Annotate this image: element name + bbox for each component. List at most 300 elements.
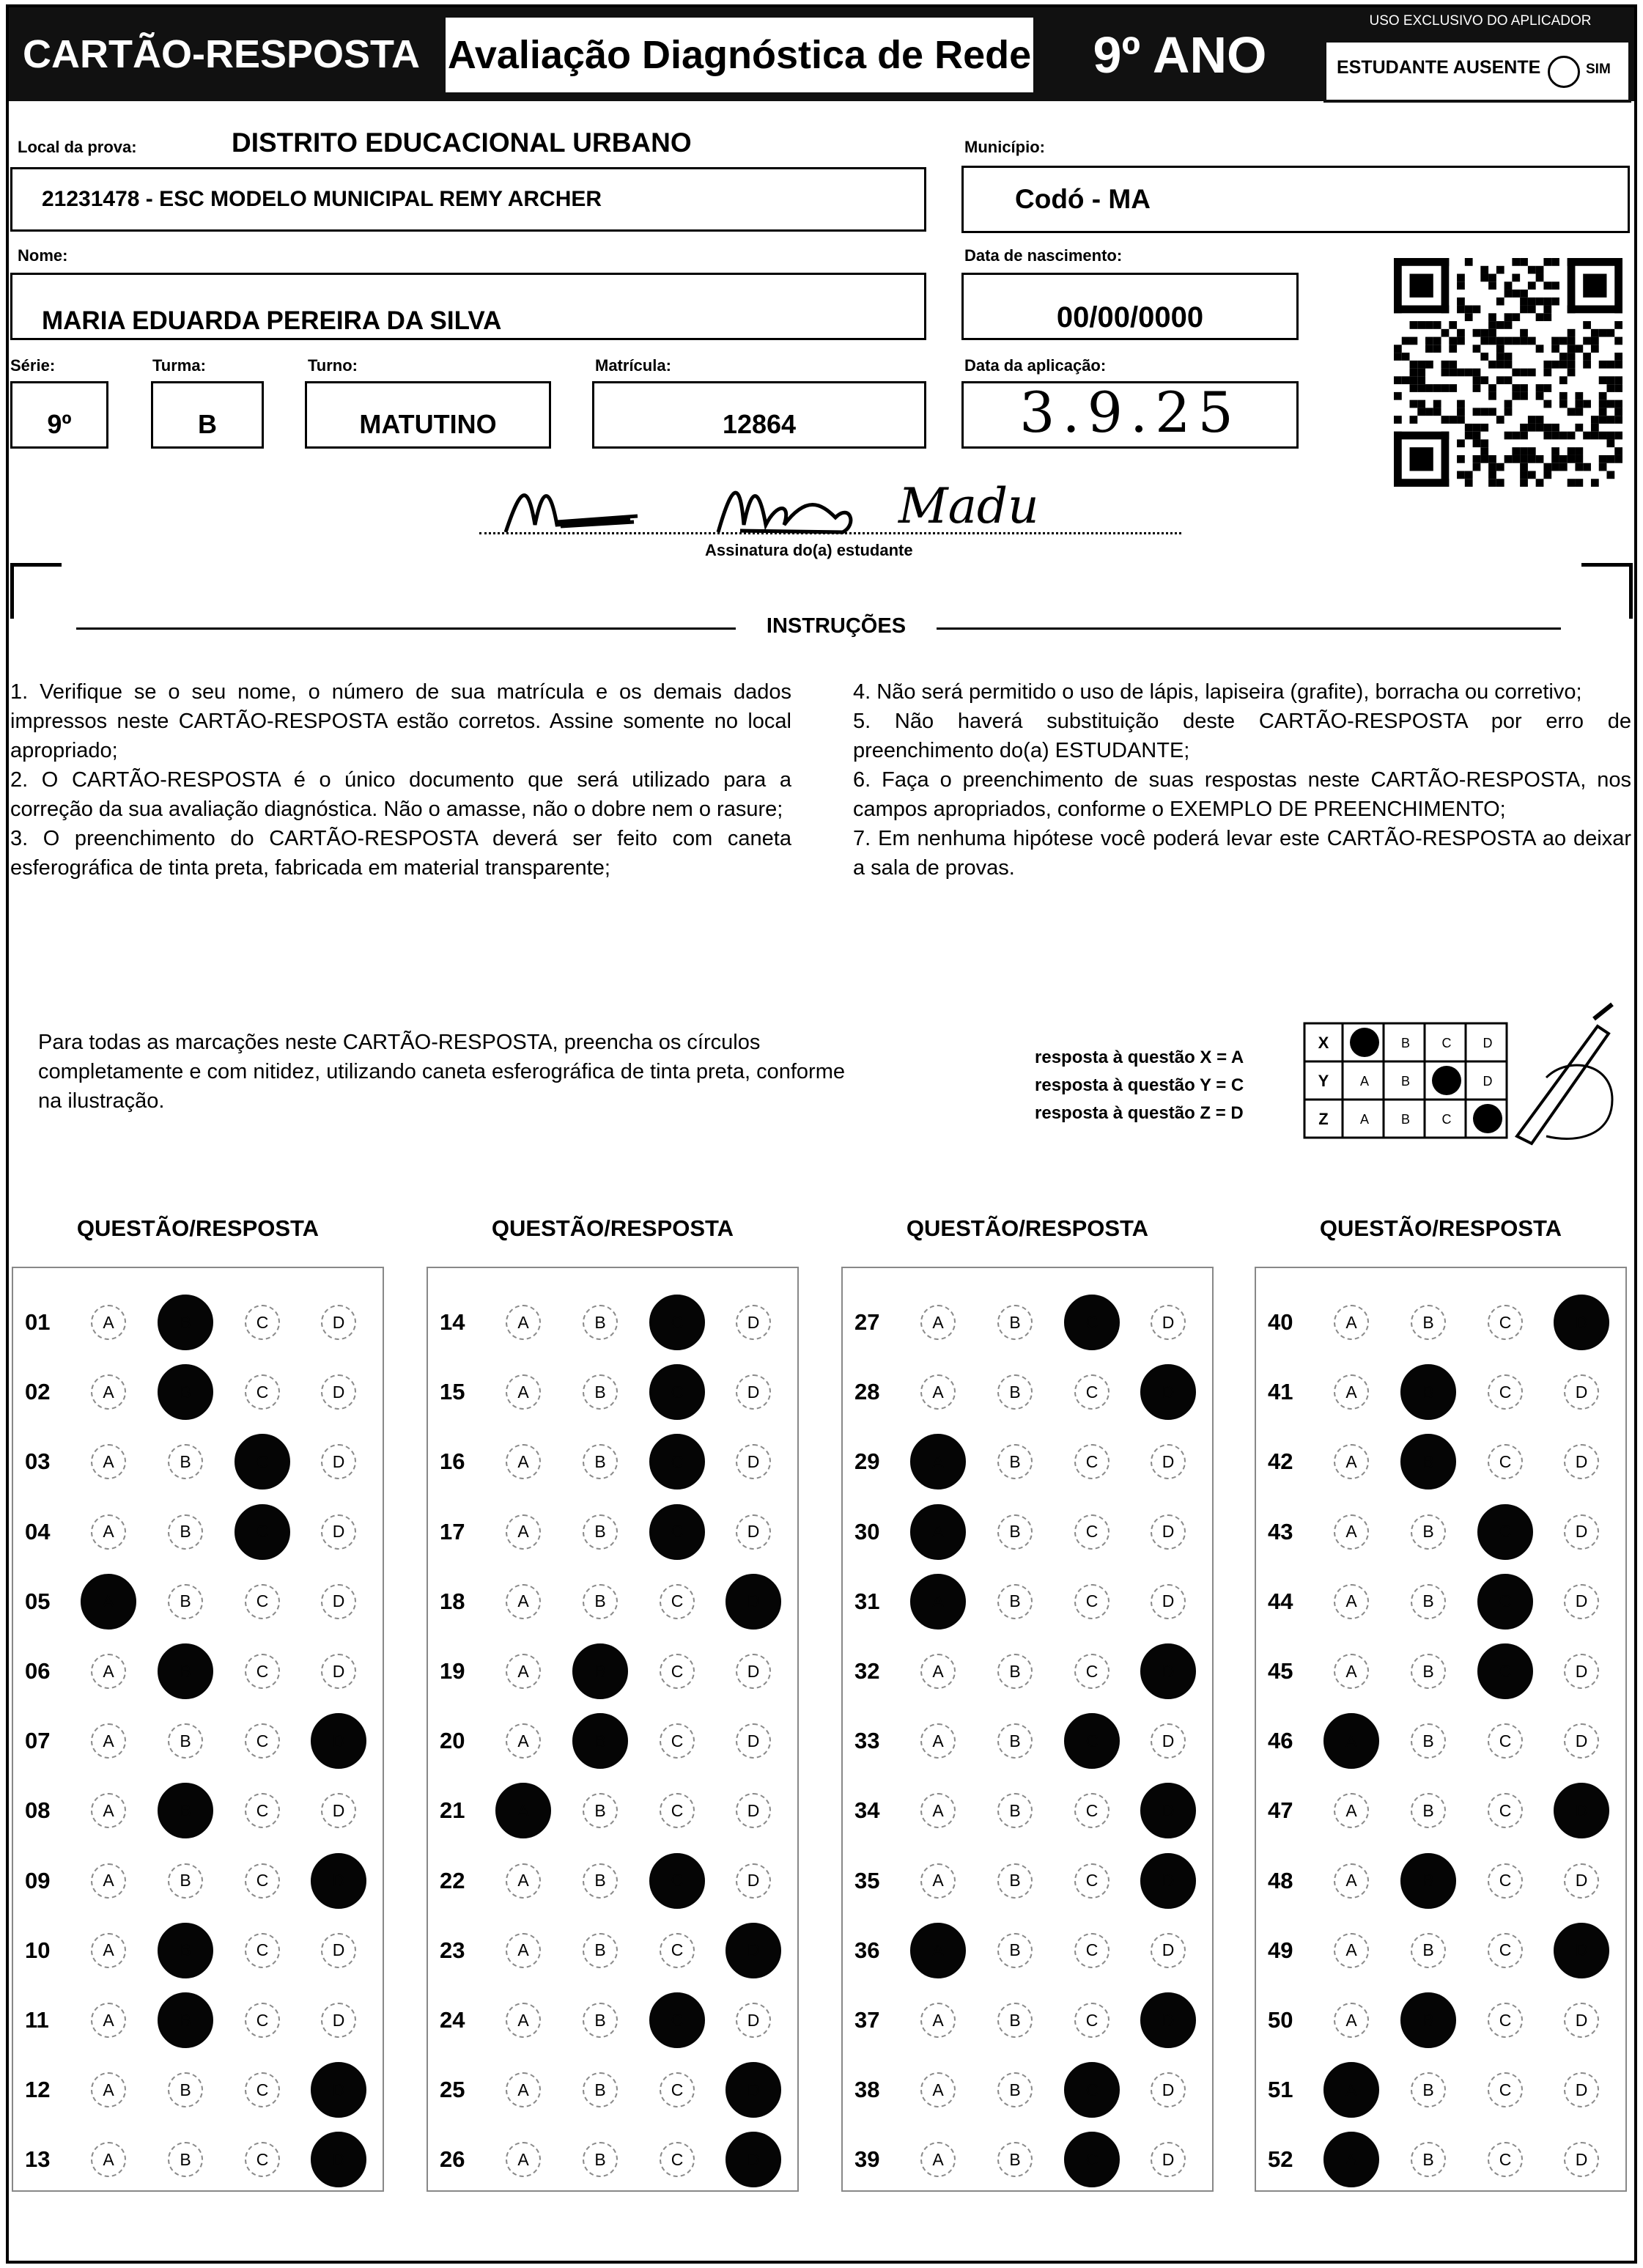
qr-module bbox=[1614, 361, 1622, 369]
answer-row bbox=[13, 1781, 383, 1840]
qr-module bbox=[1457, 274, 1465, 282]
qr-module bbox=[1402, 353, 1410, 361]
answer-bubble-c[interactable]: C bbox=[1488, 2142, 1523, 2177]
answer-bubble-a[interactable]: A bbox=[1334, 1305, 1369, 1340]
answer-bubble-a[interactable]: A bbox=[910, 1574, 966, 1630]
answer-bubble-b[interactable]: B bbox=[158, 1992, 213, 2048]
instruction-1: 1. Verifique se o seu nome, o número de sua matrícula e os demais dados impressos neste CARTÃO-RESPOSTA estão corretos. Assine somente no local apropriado; bbox=[10, 680, 791, 762]
answer-bubble-d[interactable]: D bbox=[736, 1793, 771, 1828]
answer-bubble-a[interactable]: A bbox=[91, 1793, 126, 1828]
answer-bubble-c[interactable]: C bbox=[1488, 1793, 1523, 1828]
question-number: 23 bbox=[440, 1937, 465, 1963]
answer-bubble-c[interactable]: C bbox=[245, 1933, 280, 1968]
answer-bubble-a[interactable]: A bbox=[1334, 1374, 1369, 1410]
question-number: 28 bbox=[854, 1379, 880, 1405]
answer-bubble-c[interactable]: C bbox=[235, 1434, 290, 1490]
answer-bubble-a[interactable]: A bbox=[1334, 1933, 1369, 1968]
municipio-label: Município: bbox=[964, 138, 1045, 156]
answer-bubble-b[interactable]: B bbox=[1411, 1654, 1446, 1689]
answer-bubble-c[interactable]: C bbox=[1074, 1514, 1110, 1550]
answer-bubble-d[interactable]: D bbox=[1140, 1364, 1196, 1420]
answer-bubble-a[interactable]: A bbox=[506, 1584, 541, 1619]
answer-bubble-c[interactable]: C bbox=[649, 1853, 705, 1909]
answer-bubble-a[interactable]: A bbox=[920, 1374, 956, 1410]
qr-module bbox=[1425, 384, 1433, 392]
instruction-5: 5. Não haverá substituição deste CARTÃO-RESPOSTA por erro de preenchimento do(a) ESTUDANTE; bbox=[853, 710, 1631, 762]
qr-module bbox=[1512, 258, 1520, 266]
answer-bubble-b[interactable]: B bbox=[997, 2072, 1033, 2107]
qr-module bbox=[1559, 337, 1568, 345]
answer-bubble-a[interactable]: A bbox=[91, 1723, 126, 1759]
qr-module bbox=[1614, 416, 1622, 424]
answer-bubble-a[interactable]: A bbox=[91, 1374, 126, 1410]
answer-bubble-c[interactable]: C bbox=[245, 1374, 280, 1410]
answer-bubble-d[interactable]: D bbox=[1554, 1923, 1609, 1978]
answer-bubble-d[interactable]: D bbox=[321, 1374, 356, 1410]
matricula-field bbox=[592, 381, 926, 449]
answer-bubble-c[interactable]: C bbox=[649, 1992, 705, 2048]
qr-module bbox=[1568, 479, 1576, 487]
qr-module bbox=[1473, 384, 1481, 392]
answer-bubble-c[interactable]: C bbox=[649, 1434, 705, 1490]
instructions-title: INSTRUÇÕES bbox=[766, 614, 907, 638]
answer-bubble-b[interactable]: B bbox=[572, 1713, 628, 1769]
answer-bubble-d[interactable]: D bbox=[1564, 1444, 1599, 1479]
nascimento-value: 00/00/0000 bbox=[1056, 301, 1204, 334]
answer-bubble-a[interactable]: A bbox=[920, 1305, 956, 1340]
answer-bubble-a[interactable]: A bbox=[910, 1923, 966, 1978]
qr-module bbox=[1543, 463, 1551, 471]
answer-bubble-c[interactable]: C bbox=[1074, 1863, 1110, 1899]
qr-module bbox=[1536, 274, 1544, 282]
answer-bubble-a[interactable]: A bbox=[506, 1654, 541, 1689]
absent-bubble[interactable] bbox=[1548, 56, 1580, 88]
answer-bubble-c[interactable]: C bbox=[235, 1504, 290, 1560]
qr-module bbox=[1457, 329, 1465, 337]
answer-bubble-d[interactable]: D bbox=[1151, 1723, 1186, 1759]
answer-bubble-c[interactable]: C bbox=[1477, 1504, 1533, 1560]
answer-bubble-d[interactable]: D bbox=[736, 2003, 771, 2038]
answer-row bbox=[843, 1363, 1212, 1421]
answer-bubble-a[interactable]: A bbox=[91, 1514, 126, 1550]
answer-bubble-c[interactable]: C bbox=[245, 1654, 280, 1689]
answer-row bbox=[13, 1642, 383, 1701]
qr-module bbox=[1551, 345, 1559, 353]
qr-module bbox=[1583, 400, 1591, 408]
answer-bubble-a[interactable]: A bbox=[1334, 1863, 1369, 1899]
answer-bubble-a[interactable]: A bbox=[495, 1783, 551, 1838]
answer-bubble-d[interactable]: D bbox=[311, 2062, 366, 2118]
answer-bubble-c[interactable]: C bbox=[660, 1654, 695, 1689]
answer-bubble-d[interactable]: D bbox=[321, 1654, 356, 1689]
answer-bubble-a[interactable]: A bbox=[1334, 2003, 1369, 2038]
answer-bubble-c[interactable]: C bbox=[245, 2072, 280, 2107]
answer-bubble-a[interactable]: A bbox=[910, 1504, 966, 1560]
qr-module bbox=[1473, 424, 1481, 432]
answer-bubble-c[interactable]: C bbox=[1064, 2132, 1120, 2187]
answer-bubble-c[interactable]: C bbox=[649, 1364, 705, 1420]
answer-bubble-b[interactable]: B bbox=[997, 2003, 1033, 2038]
qr-module bbox=[1591, 479, 1599, 487]
answer-bubble-c[interactable]: C bbox=[1477, 1574, 1533, 1630]
answer-bubble-b[interactable]: B bbox=[997, 1723, 1033, 1759]
answer-bubble-d[interactable]: D bbox=[725, 1574, 781, 1630]
answer-bubble-a[interactable]: A bbox=[506, 1444, 541, 1479]
answer-row bbox=[428, 1712, 797, 1770]
answer-bubble-d[interactable]: D bbox=[725, 1923, 781, 1978]
answer-bubble-d[interactable]: D bbox=[736, 1654, 771, 1689]
answer-bubble-a[interactable]: A bbox=[91, 1654, 126, 1689]
answer-bubble-d[interactable]: D bbox=[1151, 2142, 1186, 2177]
answer-bubble-c[interactable]: C bbox=[1477, 1643, 1533, 1699]
question-number: 42 bbox=[1268, 1448, 1293, 1475]
qr-module bbox=[1606, 439, 1614, 447]
answer-bubble-b[interactable]: B bbox=[583, 1514, 618, 1550]
answer-bubble-a[interactable]: A bbox=[910, 1434, 966, 1490]
answer-bubble-a[interactable]: A bbox=[506, 2072, 541, 2107]
answer-bubble-c[interactable]: C bbox=[1064, 1713, 1120, 1769]
answer-bubble-d[interactable]: D bbox=[321, 1305, 356, 1340]
answer-bubble-c[interactable]: C bbox=[245, 2003, 280, 2038]
question-number: 27 bbox=[854, 1309, 880, 1335]
answer-row bbox=[1256, 1852, 1625, 1910]
answer-bubble-c[interactable]: C bbox=[1488, 2003, 1523, 2038]
answer-bubble-d[interactable]: D bbox=[1151, 1514, 1186, 1550]
answer-bubble-b[interactable]: B bbox=[158, 1295, 213, 1350]
answer-bubble-b[interactable]: B bbox=[1411, 1305, 1446, 1340]
answer-bubble-c[interactable]: C bbox=[245, 1305, 280, 1340]
answer-bubble-c[interactable]: C bbox=[1074, 2003, 1110, 2038]
answer-bubble-a[interactable]: A bbox=[1334, 1793, 1369, 1828]
answer-bubble-d[interactable]: D bbox=[1554, 1783, 1609, 1838]
answer-bubble-a[interactable]: A bbox=[1323, 2062, 1379, 2118]
answer-bubble-d[interactable]: D bbox=[1564, 1584, 1599, 1619]
question-number: 12 bbox=[25, 2077, 51, 2103]
answer-bubble-c[interactable]: C bbox=[245, 1863, 280, 1899]
answer-bubble-b[interactable]: B bbox=[583, 1584, 618, 1619]
answer-bubble-d[interactable]: D bbox=[321, 1444, 356, 1479]
answer-bubble-b[interactable]: B bbox=[997, 1654, 1033, 1689]
question-number: 21 bbox=[440, 1797, 465, 1824]
qr-module bbox=[1528, 306, 1536, 314]
qr-module bbox=[1457, 455, 1465, 463]
qr-module bbox=[1496, 463, 1504, 471]
answer-bubble-d[interactable]: D bbox=[736, 1863, 771, 1899]
answer-bubble-a[interactable]: A bbox=[506, 1374, 541, 1410]
answer-bubble-a[interactable]: A bbox=[920, 2142, 956, 2177]
answer-bubble-b[interactable]: B bbox=[583, 2142, 618, 2177]
answer-bubble-a[interactable]: A bbox=[506, 1863, 541, 1899]
qr-module bbox=[1410, 400, 1418, 408]
answer-bubble-a[interactable]: A bbox=[1334, 1514, 1369, 1550]
answer-bubble-b[interactable]: B bbox=[583, 1444, 618, 1479]
qr-finder bbox=[1568, 258, 1622, 266]
answer-bubble-c[interactable]: C bbox=[1074, 1444, 1110, 1479]
answer-bubble-b[interactable]: B bbox=[168, 1444, 203, 1479]
answer-column bbox=[1255, 1267, 1627, 2192]
qr-module bbox=[1614, 447, 1622, 455]
municipio-value: Codó - MA bbox=[1015, 184, 1151, 214]
answer-bubble-d[interactable]: D bbox=[1554, 1295, 1609, 1350]
answer-bubble-b[interactable]: B bbox=[1411, 1584, 1446, 1619]
answer-bubble-b[interactable]: B bbox=[1411, 1933, 1446, 1968]
qr-module bbox=[1520, 290, 1528, 298]
answer-bubble-a[interactable]: A bbox=[1334, 1654, 1369, 1689]
answer-bubble-d[interactable]: D bbox=[1151, 2072, 1186, 2107]
answer-bubble-c[interactable]: C bbox=[660, 1933, 695, 1968]
qr-module bbox=[1599, 329, 1607, 337]
qr-module bbox=[1504, 321, 1513, 329]
question-number: 29 bbox=[854, 1448, 880, 1475]
answer-row bbox=[843, 1293, 1212, 1352]
qr-module bbox=[1551, 281, 1559, 290]
answer-bubble-c[interactable]: C bbox=[245, 1793, 280, 1828]
answer-bubble-c[interactable]: C bbox=[1488, 1374, 1523, 1410]
answer-bubble-b[interactable]: B bbox=[1400, 1364, 1456, 1420]
answer-bubble-b[interactable]: B bbox=[1400, 1434, 1456, 1490]
answer-bubble-a[interactable]: A bbox=[91, 2142, 126, 2177]
answer-bubble-b[interactable]: B bbox=[572, 1643, 628, 1699]
answer-bubble-d[interactable]: D bbox=[725, 2062, 781, 2118]
answer-bubble-c[interactable]: C bbox=[1488, 1444, 1523, 1479]
answer-bubble-d[interactable]: D bbox=[321, 1793, 356, 1828]
answer-bubble-c[interactable]: C bbox=[1488, 1933, 1523, 1968]
answer-bubble-c[interactable]: C bbox=[245, 1584, 280, 1619]
qr-module bbox=[1457, 400, 1465, 408]
qr-module bbox=[1599, 400, 1607, 408]
qr-module bbox=[1583, 353, 1591, 361]
answer-bubble-d[interactable]: D bbox=[1151, 1444, 1186, 1479]
answer-bubble-a[interactable]: A bbox=[506, 2142, 541, 2177]
qr-module bbox=[1536, 416, 1544, 424]
qr-module bbox=[1433, 321, 1441, 329]
turma-label: Turma: bbox=[152, 356, 206, 375]
answer-bubble-a[interactable]: A bbox=[920, 1793, 956, 1828]
answer-bubble-d[interactable]: D bbox=[311, 1853, 366, 1909]
answer-bubble-b[interactable]: B bbox=[168, 1584, 203, 1619]
example-lines bbox=[1035, 1044, 1299, 1127]
qr-finder bbox=[1394, 432, 1449, 440]
qr-module bbox=[1520, 455, 1528, 463]
answer-bubble-d[interactable]: D bbox=[1140, 1853, 1196, 1909]
answer-bubble-d[interactable]: D bbox=[321, 2003, 356, 2038]
answer-bubble-d[interactable]: D bbox=[1564, 1863, 1599, 1899]
answer-bubble-c[interactable]: C bbox=[660, 2072, 695, 2107]
qr-module bbox=[1583, 321, 1591, 329]
qr-module bbox=[1465, 306, 1473, 314]
qr-module bbox=[1512, 432, 1520, 440]
answer-bubble-d[interactable]: D bbox=[321, 1933, 356, 1968]
qr-module bbox=[1488, 329, 1496, 337]
qr-module bbox=[1496, 376, 1504, 384]
answer-bubble-d[interactable]: D bbox=[1564, 2072, 1599, 2107]
answer-bubble-a[interactable]: A bbox=[506, 1723, 541, 1759]
qr-module bbox=[1457, 298, 1465, 306]
answer-bubble-b[interactable]: B bbox=[168, 1723, 203, 1759]
qr-module bbox=[1614, 337, 1622, 345]
answer-bubble-d[interactable]: D bbox=[1564, 1723, 1599, 1759]
answer-bubble-a[interactable]: A bbox=[920, 1654, 956, 1689]
answer-bubble-d[interactable]: D bbox=[1140, 1643, 1196, 1699]
nome-field bbox=[10, 273, 926, 340]
answer-bubble-b[interactable]: B bbox=[1411, 1793, 1446, 1828]
answer-row bbox=[843, 2130, 1212, 2189]
answer-row bbox=[843, 1712, 1212, 1770]
qr-module bbox=[1410, 376, 1418, 384]
qr-module bbox=[1551, 337, 1559, 345]
answer-bubble-b[interactable]: B bbox=[583, 1793, 618, 1828]
answer-bubble-c[interactable]: C bbox=[1074, 1933, 1110, 1968]
answer-bubble-d[interactable]: D bbox=[736, 1374, 771, 1410]
answer-bubble-c[interactable]: C bbox=[245, 2142, 280, 2177]
answer-bubble-d[interactable]: D bbox=[736, 1514, 771, 1550]
answer-bubble-c[interactable]: C bbox=[1064, 1295, 1120, 1350]
answer-bubble-b[interactable]: B bbox=[1400, 1853, 1456, 1909]
answer-bubble-b[interactable]: B bbox=[158, 1364, 213, 1420]
answer-row bbox=[13, 1852, 383, 1910]
answer-bubble-a[interactable]: A bbox=[91, 2072, 126, 2107]
answer-bubble-c[interactable]: C bbox=[1074, 1793, 1110, 1828]
answer-bubble-b[interactable]: B bbox=[997, 1863, 1033, 1899]
answer-bubble-a[interactable]: A bbox=[91, 1444, 126, 1479]
qr-module bbox=[1433, 345, 1441, 353]
answer-bubble-a[interactable]: A bbox=[506, 1305, 541, 1340]
qr-module bbox=[1465, 432, 1473, 440]
answer-bubble-a[interactable]: A bbox=[506, 1933, 541, 1968]
answer-bubble-a[interactable]: A bbox=[920, 1863, 956, 1899]
answer-bubble-b[interactable]: B bbox=[1400, 1992, 1456, 2048]
answer-bubble-d[interactable]: D bbox=[1564, 1374, 1599, 1410]
answer-bubble-b[interactable]: B bbox=[1411, 1514, 1446, 1550]
answer-bubble-c[interactable]: C bbox=[660, 1584, 695, 1619]
answer-bubble-b[interactable]: B bbox=[997, 2142, 1033, 2177]
answer-bubble-c[interactable]: C bbox=[1488, 1723, 1523, 1759]
answer-bubble-c[interactable]: C bbox=[1488, 2072, 1523, 2107]
answer-bubble-b[interactable]: B bbox=[997, 1514, 1033, 1550]
answer-bubble-d[interactable]: D bbox=[321, 1514, 356, 1550]
answer-bubble-c[interactable]: C bbox=[649, 1295, 705, 1350]
answer-bubble-b[interactable]: B bbox=[997, 1584, 1033, 1619]
answer-bubble-b[interactable]: B bbox=[997, 1793, 1033, 1828]
qr-module bbox=[1520, 447, 1528, 455]
answer-bubble-d[interactable]: D bbox=[1564, 1654, 1599, 1689]
answer-bubble-c[interactable]: C bbox=[1488, 1305, 1523, 1340]
answer-bubble-b[interactable]: B bbox=[583, 1933, 618, 1968]
answer-bubble-b[interactable]: B bbox=[168, 2072, 203, 2107]
qr-module bbox=[1402, 376, 1410, 384]
qr-module bbox=[1480, 408, 1488, 416]
qr-module bbox=[1543, 361, 1551, 369]
qr-module bbox=[1528, 447, 1536, 455]
answer-bubble-b[interactable]: B bbox=[583, 2072, 618, 2107]
answer-bubble-b[interactable]: B bbox=[997, 1444, 1033, 1479]
answer-bubble-b[interactable]: B bbox=[158, 1643, 213, 1699]
answer-bubble-d[interactable]: D bbox=[736, 1723, 771, 1759]
answer-bubble-c[interactable]: C bbox=[649, 1504, 705, 1560]
answer-bubble-d[interactable]: D bbox=[311, 1713, 366, 1769]
nascimento-field bbox=[961, 273, 1299, 340]
answer-bubble-c[interactable]: C bbox=[660, 2142, 695, 2177]
answer-bubble-a[interactable]: A bbox=[506, 2003, 541, 2038]
answer-bubble-a[interactable]: A bbox=[91, 2003, 126, 2038]
answer-bubble-c[interactable]: C bbox=[1074, 1584, 1110, 1619]
answer-bubble-d[interactable]: D bbox=[1140, 1992, 1196, 2048]
answer-bubble-d[interactable]: D bbox=[1151, 1933, 1186, 1968]
answer-bubble-d[interactable]: D bbox=[1564, 2142, 1599, 2177]
answer-bubble-b[interactable]: B bbox=[583, 2003, 618, 2038]
answer-bubble-b[interactable]: B bbox=[1411, 1723, 1446, 1759]
answer-bubble-d[interactable]: D bbox=[1151, 1305, 1186, 1340]
answer-bubble-c[interactable]: C bbox=[660, 1723, 695, 1759]
answer-bubble-b[interactable]: B bbox=[168, 1863, 203, 1899]
answer-bubble-a[interactable]: A bbox=[1334, 1584, 1369, 1619]
answer-bubble-c[interactable]: C bbox=[1064, 2062, 1120, 2118]
answer-bubble-d[interactable]: D bbox=[321, 1584, 356, 1619]
question-number: 03 bbox=[25, 1448, 51, 1475]
answer-bubble-c[interactable]: C bbox=[1488, 1863, 1523, 1899]
answer-bubble-d[interactable]: D bbox=[1140, 1783, 1196, 1838]
answer-bubble-b[interactable]: B bbox=[997, 1374, 1033, 1410]
answer-bubble-a[interactable]: A bbox=[91, 1933, 126, 1968]
answer-bubble-a[interactable]: A bbox=[920, 2072, 956, 2107]
answer-bubble-a[interactable]: A bbox=[91, 1863, 126, 1899]
answer-bubble-a[interactable]: A bbox=[1334, 1444, 1369, 1479]
answer-bubble-b[interactable]: B bbox=[583, 1305, 618, 1340]
qr-finder bbox=[1441, 258, 1450, 313]
example-option-label: A bbox=[1359, 1074, 1370, 1089]
qr-module bbox=[1520, 392, 1528, 400]
answer-bubble-b[interactable]: B bbox=[158, 1783, 213, 1838]
answer-bubble-b[interactable]: B bbox=[1411, 2142, 1446, 2177]
answer-bubble-d[interactable]: D bbox=[1151, 1584, 1186, 1619]
answer-bubble-b[interactable]: B bbox=[583, 1863, 618, 1899]
answer-bubble-c[interactable]: C bbox=[245, 1723, 280, 1759]
question-number: 11 bbox=[25, 2007, 49, 2033]
qr-module bbox=[1488, 384, 1496, 392]
answer-bubble-d[interactable]: D bbox=[311, 2132, 366, 2187]
answer-row bbox=[1256, 1503, 1625, 1561]
instruction-4: 4. Não será permitido o uso de lápis, lapiseira (grafite), borracha ou corretivo; bbox=[853, 680, 1582, 704]
answer-bubble-c[interactable]: C bbox=[660, 1793, 695, 1828]
answer-bubble-a[interactable]: A bbox=[920, 2003, 956, 2038]
answer-bubble-b[interactable]: B bbox=[158, 1923, 213, 1978]
answer-bubble-a[interactable]: A bbox=[1323, 1713, 1379, 1769]
answer-bubble-b[interactable]: B bbox=[997, 1933, 1033, 1968]
answer-bubble-a[interactable]: A bbox=[81, 1574, 136, 1630]
answer-bubble-a[interactable]: A bbox=[1323, 2132, 1379, 2187]
answer-bubble-b[interactable]: B bbox=[583, 1374, 618, 1410]
answer-bubble-c[interactable]: C bbox=[1074, 1654, 1110, 1689]
qr-module bbox=[1614, 376, 1622, 384]
answer-bubble-b[interactable]: B bbox=[1411, 2072, 1446, 2107]
qr-module bbox=[1568, 329, 1576, 337]
answer-bubble-a[interactable]: A bbox=[506, 1514, 541, 1550]
answer-bubble-d[interactable]: D bbox=[1564, 1514, 1599, 1550]
answer-bubble-b[interactable]: B bbox=[168, 2142, 203, 2177]
answer-bubble-b[interactable]: B bbox=[997, 1305, 1033, 1340]
answer-bubble-a[interactable]: A bbox=[920, 1723, 956, 1759]
answer-bubble-d[interactable]: D bbox=[1564, 2003, 1599, 2038]
answer-bubble-a[interactable]: A bbox=[91, 1305, 126, 1340]
answer-bubble-d[interactable]: D bbox=[736, 1305, 771, 1340]
question-number: 30 bbox=[854, 1518, 880, 1544]
answer-bubble-d[interactable]: D bbox=[725, 2132, 781, 2187]
qr-finder bbox=[1614, 258, 1622, 313]
question-number: 10 bbox=[25, 1937, 51, 1963]
answer-bubble-d[interactable]: D bbox=[736, 1444, 771, 1479]
answer-bubble-b[interactable]: B bbox=[168, 1514, 203, 1550]
answer-bubble-c[interactable]: C bbox=[1074, 1374, 1110, 1410]
